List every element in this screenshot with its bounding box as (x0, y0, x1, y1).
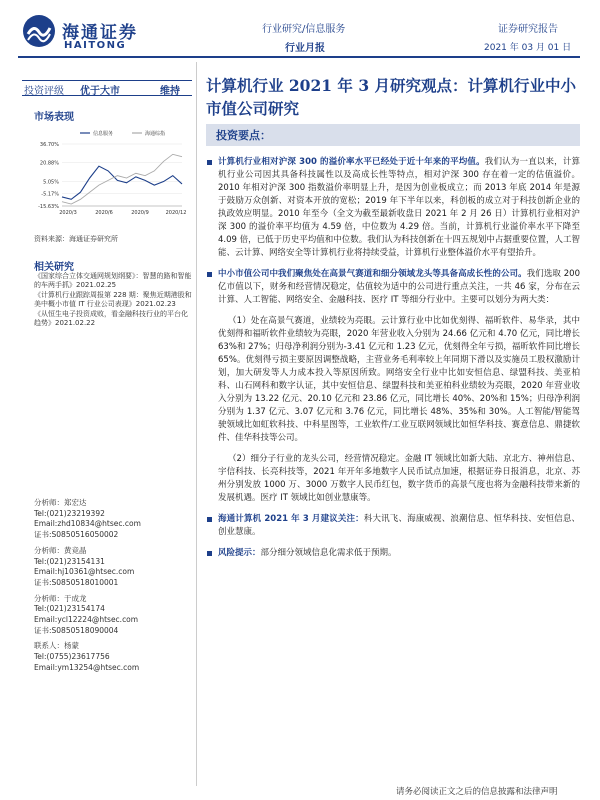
point-heading: 风险提示： (218, 548, 261, 558)
market-chart-svg (22, 128, 192, 220)
report-label: 证券研究报告 (498, 24, 558, 35)
y-tick-label: -5.17% (41, 191, 59, 198)
analyst-tel: Tel:(021)23219392 (34, 508, 105, 518)
rating-status: 维持 (160, 86, 180, 97)
related-item[interactable]: 《从恒生电子投资成败，看金融科技行业的平台化趋势》2021.02.22 (34, 310, 188, 327)
point-risk (206, 547, 580, 560)
analyst-tel: Tel:(0755)23617756 (34, 652, 110, 662)
related-list (34, 272, 192, 329)
analyst-tel: Tel:(021)23154131 (34, 556, 105, 566)
related-item[interactable]: 《国家综合立体交通网规划纲要》：智慧的路和智能的车两手抓》2021.02.25 (34, 272, 192, 289)
haitong-logo-icon (22, 14, 56, 48)
x-tick-label: 2020/9 (131, 210, 149, 216)
point-text: 我们选取 200 亿市值以下，财务和经营情况稳定，估值较为适中的公司进行重点关注，一共 46 家，分布在云计算、人工智能、网络安全、金融科技、医疗 IT 等细分行业中。主要可以划分为两大类： (218, 269, 580, 305)
chart-source: 资料来源：海通证券研究所 (34, 235, 118, 243)
logo-english-name: HAITONG (64, 40, 127, 51)
analyst-cert: 证书:S0850518090004 (34, 625, 119, 635)
header-divider (18, 56, 580, 58)
y-tick-label: 36.70% (39, 142, 59, 148)
analyst-email[interactable]: Email:hj10361@htsec.com (34, 567, 135, 577)
logo-chinese-name: 海通证券 (62, 23, 138, 43)
point-heading: 中小市值公司中我们聚焦处在高景气赛道和细分领域龙头等具备高成长性的公司。 (218, 269, 527, 279)
point-text: 部分细分领域信息化需求低于预期。 (260, 548, 397, 558)
category-one: （1）处在高景气赛道，业绩较为亮眼。云计算行业中比如优刻得、福昕软件、易华录，其中优刻得和福昕软件业绩较为亮眼，2020 年营业收入分别为 24.66 亿元和 4.70 亿元，同比增长 63%和 27%；归母净利润分别为-3.41 亿元和 1.23 亿元，优刻得全年亏损，福昕软件同比增长 65%。优刻得亏损主要原因调整战略，主营业务毛利率较上年同期下滑以及实施员工股权激励计划，加大研发等人力成本投入等原因所致。网络安全行业中比如安恒信息、绿盟科技、美亚柏科、山石网科和数字认证，其中安恒信息、绿盟科技和美亚柏科业绩较为亮眼，2020 年营业收入分别为 13.22 亿元、20.10 亿元和 23.86 亿元，同比增长 40%、20%和 15%；归母净利润分别为 1.37 亿元、3.07 亿元和 3.76 亿元，同比增长 48%、35%和 30%。人工智能/智能驾驶领域比如虹软科技、中科星图等，工业软件/工业互联网领域比如恒华科技、赛意信息、鼎捷软件、佳华科技等公司。 (218, 316, 580, 443)
point-text: 我们认为一直以来，计算机行业公司因其具备科技属性以及高成长性等特点，相对沪深 300 存在着一定的估值溢价。2010 年相对沪深 300 指数溢价率明显上升，是因为创业板成立；而 2013 年底 2014 年是源于鼓励万众创新、对资本开放的宽松；2019 年下半年以来，科创板的成立对于科技创新企业的执政效应明显。2010 年至今（全文为截至最新收盘日 2021 年 2 月 26 日）计算机行业相对沪深 300 的溢价率平均值为 4.59 倍，中位数为 4.29 倍。当前，计算机行业溢价率水平下降至 4.09 倍，已低于历史平均值和中位数。我们认为科技创新在十四五规划中占据重要位置，人工智能、云计算、网络安全等计算机行业将持续受益，计算机行业整体溢价水平有望抬升。 (218, 157, 580, 258)
rating-value: 优于大市 (80, 86, 120, 97)
column-divider (196, 62, 197, 786)
report-title: 计算机行业 2021 年 3 月研究观点：计算机行业中小市值公司研究 (206, 76, 577, 118)
analyst-name: 分析师：于成龙 (34, 593, 87, 603)
analyst-email[interactable]: Email:ym13254@htsec.com (34, 662, 140, 672)
point-smallcap (206, 268, 580, 307)
point-recommend (206, 513, 580, 539)
report-date: 2021 年 03 月 01 日 (484, 43, 572, 53)
analyst-name: 分析师：郑宏达 (34, 498, 87, 507)
report-type: 行业月报 (285, 43, 325, 54)
legend-label: 信息服务 (93, 131, 114, 137)
related-item[interactable]: 《计算机行业跟踪周报第 228 期：聚焦近期港股和美中概小市值 IT 行业公司表现》2021.02.23 (34, 291, 192, 308)
key-points-title: 投资要点： (206, 124, 580, 146)
report-header (0, 0, 600, 62)
related-title: 相关研究 (34, 262, 74, 273)
y-tick-label: 5.05% (43, 179, 59, 186)
y-tick-label: -15.63% (38, 204, 59, 210)
point-heading: 海通计算机 2021 年 3 月建议关注： (218, 514, 364, 524)
analyst-tel: Tel:(021)23154174 (34, 604, 105, 614)
analyst-name: 联系人：杨蒙 (34, 641, 79, 651)
category-two: （2）细分子行业的龙头公司，经营情况稳定。金融 IT 领域比如新大陆、京北方、神州信息、宇信科技、长亮科技等，2021 年开年多地数字人民币试点加速，根据证券日报消息，北京、苏州分别发放 1000 万、3000 万数字人民币红包，数字货币的高景气度也将为金融科技带来新的发展机遇。医疗 IT 领域比如创业慧康等。 (218, 454, 580, 503)
point-valuation (206, 156, 580, 260)
disclaimer-footer: 请务必阅读正文之后的信息披露和法律声明 (396, 787, 558, 797)
analyst-email[interactable]: Email:ycl12224@htsec.com (34, 615, 139, 625)
analyst-cert: 证书:S0850516050002 (34, 530, 119, 540)
report-body (206, 156, 580, 568)
haitong-logo (22, 14, 162, 54)
legend-label: 海通综指 (145, 131, 166, 137)
point-text: 科大讯飞、海康威视、浪潮信息、恒华科技、安恒信息、创业慧康。 (218, 514, 580, 537)
analyst-list (34, 498, 192, 674)
rating-bar (22, 80, 192, 96)
series-line-1 (62, 154, 182, 204)
analyst-cert: 证书:S0850518010001 (34, 577, 119, 587)
analyst-name: 分析师：黄竞晶 (34, 545, 87, 555)
x-tick-label: 2020/6 (95, 210, 113, 216)
x-tick-label: 2020/12 (165, 210, 187, 216)
point-heading: 计算机行业相对沪深 300 的溢价率水平已经处于近十年来的平均值。 (218, 157, 485, 167)
market-title: 市场表现 (34, 112, 74, 123)
analyst-email[interactable]: Email:zhd10834@htsec.com (34, 519, 141, 529)
market-chart (22, 128, 192, 220)
x-tick-label: 2020/3 (59, 210, 77, 216)
series-line-0 (62, 166, 182, 199)
report-category: 行业研究/信息服务 (262, 24, 346, 35)
y-tick-label: 20.88% (39, 160, 59, 167)
rating-label: 投资评级 (24, 86, 64, 97)
